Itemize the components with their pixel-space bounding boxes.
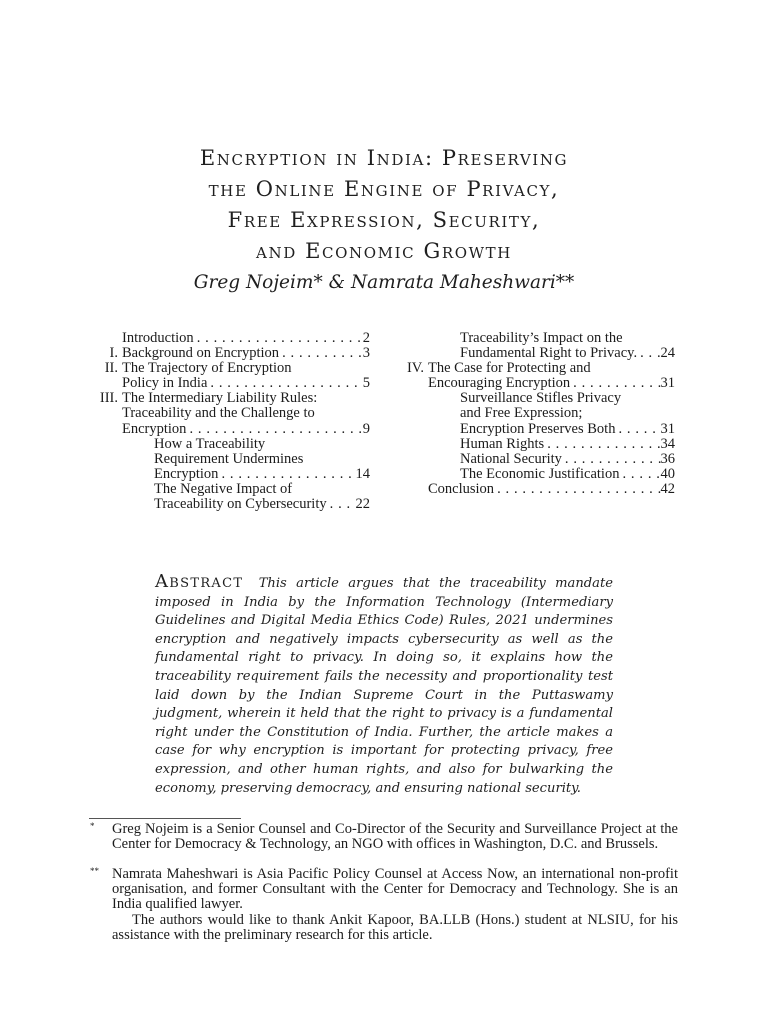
table-of-contents-left xyxy=(99,330,370,513)
toc-entry xyxy=(104,360,370,392)
footnote-text: Namrata Maheshwari is Asia Pacific Policy Counsel at Access Now, an international non-profit organisation, and former Consultant with the Center for Democracy and Technology. She is an India qualified lawyer. xyxy=(112,866,678,913)
toc-entry-text: The Intermediary Liability Rules: xyxy=(122,390,318,407)
toc-entry-number: II. xyxy=(104,360,118,377)
toc-entry xyxy=(428,482,675,497)
footnote-separator xyxy=(89,818,241,819)
toc-entry-text: Fundamental Right to Privacy. xyxy=(460,345,638,362)
toc-entry xyxy=(460,467,675,482)
toc-leader-dots xyxy=(218,467,355,482)
footnote-mark: * xyxy=(90,821,95,831)
toc-entry xyxy=(109,345,370,362)
toc-entry-text: Encouraging Encryption xyxy=(428,375,571,392)
title-line: and Economic Growth xyxy=(256,239,512,263)
toc-entry xyxy=(460,331,675,361)
toc-page-number: 2 xyxy=(362,330,370,346)
toc-entry-text: Encryption xyxy=(122,420,187,437)
footnote-text: Greg Nojeim is a Senior Counsel and Co-Director of the Security and Surveillance Project at the Center for Democracy & Technology, an NGO with offices in Washington, D.C. and Brussels. xyxy=(112,821,678,853)
toc-entry xyxy=(154,482,370,512)
abstract-heading: Abstract xyxy=(155,571,244,592)
table-of-contents-right xyxy=(406,330,675,497)
toc-entry-text: Background on Encryption xyxy=(122,345,280,362)
toc-leader-dots xyxy=(637,346,660,361)
toc-entry-text: Encryption xyxy=(154,465,219,482)
toc-leader-dots xyxy=(194,331,363,346)
toc-leader-dots xyxy=(570,376,660,391)
toc-entry-number: III. xyxy=(99,390,118,407)
toc-entry xyxy=(460,391,675,436)
abstract xyxy=(155,573,613,798)
toc-page-number: 36 xyxy=(660,450,675,467)
title-line: Encryption in India: Preserving xyxy=(199,146,569,170)
toc-leader-dots xyxy=(207,376,362,391)
toc-page-number: 24 xyxy=(660,345,675,362)
toc-entry-text: Traceability’s Impact on the xyxy=(460,330,623,346)
toc-entry-text: Encryption Preserves Both xyxy=(460,420,616,437)
toc-entry-text: Surveillance Stifles Privacy xyxy=(460,390,622,407)
toc-page-number: 40 xyxy=(660,465,675,482)
toc-entry-text: Human Rights xyxy=(460,435,545,452)
author-line: Greg Nojeim* & Namrata Maheshwari** xyxy=(193,272,575,293)
title-line: Free Expression, Security, xyxy=(227,208,541,232)
toc-entry-text: Traceability and the Challenge to xyxy=(122,405,315,422)
toc-leader-dots xyxy=(186,422,362,437)
toc-entry-text: Policy in India xyxy=(122,375,208,392)
toc-entry-number: IV. xyxy=(406,360,424,377)
article-title xyxy=(0,143,768,267)
toc-leader-dots xyxy=(494,482,660,497)
toc-entry-text: The Economic Justification xyxy=(460,465,620,482)
toc-entry-text: Conclusion xyxy=(428,480,495,497)
toc-entry-text: and Free Expression; xyxy=(460,405,583,422)
footnote-mark: ** xyxy=(90,866,99,876)
toc-entry-text: Traceability on Cybersecurity xyxy=(154,496,327,513)
toc-entry xyxy=(154,437,370,482)
toc-page-number: 14 xyxy=(355,465,370,482)
toc-page-number: 22 xyxy=(355,496,370,513)
toc-page-number: 5 xyxy=(362,375,370,392)
acknowledgement: The authors would like to thank Ankit Kapoor, BA.LLB (Hons.) student at NLSIU, for his assistance with the preliminary research for this article. xyxy=(112,912,678,944)
toc-entry xyxy=(460,452,675,467)
toc-entry-text: The Trajectory of Encryption xyxy=(122,360,292,377)
toc-entry-text: How a Traceability xyxy=(154,435,266,452)
toc-page-number: 42 xyxy=(660,480,675,497)
toc-leader-dots xyxy=(619,467,660,482)
toc-page-number: 34 xyxy=(660,435,675,452)
toc-page-number: 31 xyxy=(660,375,675,392)
title-line: the Online Engine of Privacy, xyxy=(208,177,560,201)
toc-page-number: 3 xyxy=(362,345,370,362)
abstract-text: This article argues that the traceability mandate imposed in India by the Information Technology (Intermediary Guidelines and Digital Media Ethics Code) Rules, 2021 undermines encryption and negatively impacts cybersecurity as well as the fundamental right to privacy. In doing so, it explains how the traceability requirement fails the necessity and proportionality test laid down by the Indian Supreme Court in the Puttaswamy judgment, wherein it held that the right to privacy is a fundamental right under the Constitution of India. Further, the article makes a case for why encryption is important for protecting privacy, free expression, and other human rights, and also for bulwarking the economy, preserving democracy, and ensuring national security. xyxy=(155,576,613,796)
toc-entry-text: The Case for Protecting and xyxy=(428,360,591,377)
toc-page-number: 9 xyxy=(362,420,370,437)
toc-entry-text: Requirement Undermines xyxy=(154,450,304,467)
footnote-2 xyxy=(90,866,678,913)
toc-entry xyxy=(406,360,675,392)
toc-entry-text: National Security xyxy=(460,450,562,467)
toc-entry xyxy=(122,331,370,346)
toc-page-number: 31 xyxy=(660,420,675,437)
footnote-1 xyxy=(90,821,678,853)
toc-leader-dots xyxy=(327,497,356,512)
toc-leader-dots xyxy=(544,437,660,452)
toc-leader-dots xyxy=(279,346,363,361)
toc-entry-text: The Negative Impact of xyxy=(154,480,293,497)
toc-leader-dots xyxy=(562,452,661,467)
toc-entry-number: I. xyxy=(109,345,118,362)
toc-entry xyxy=(99,390,370,437)
toc-leader-dots xyxy=(615,422,660,437)
toc-entry-text: Introduction xyxy=(122,330,194,346)
toc-entry xyxy=(460,437,675,452)
